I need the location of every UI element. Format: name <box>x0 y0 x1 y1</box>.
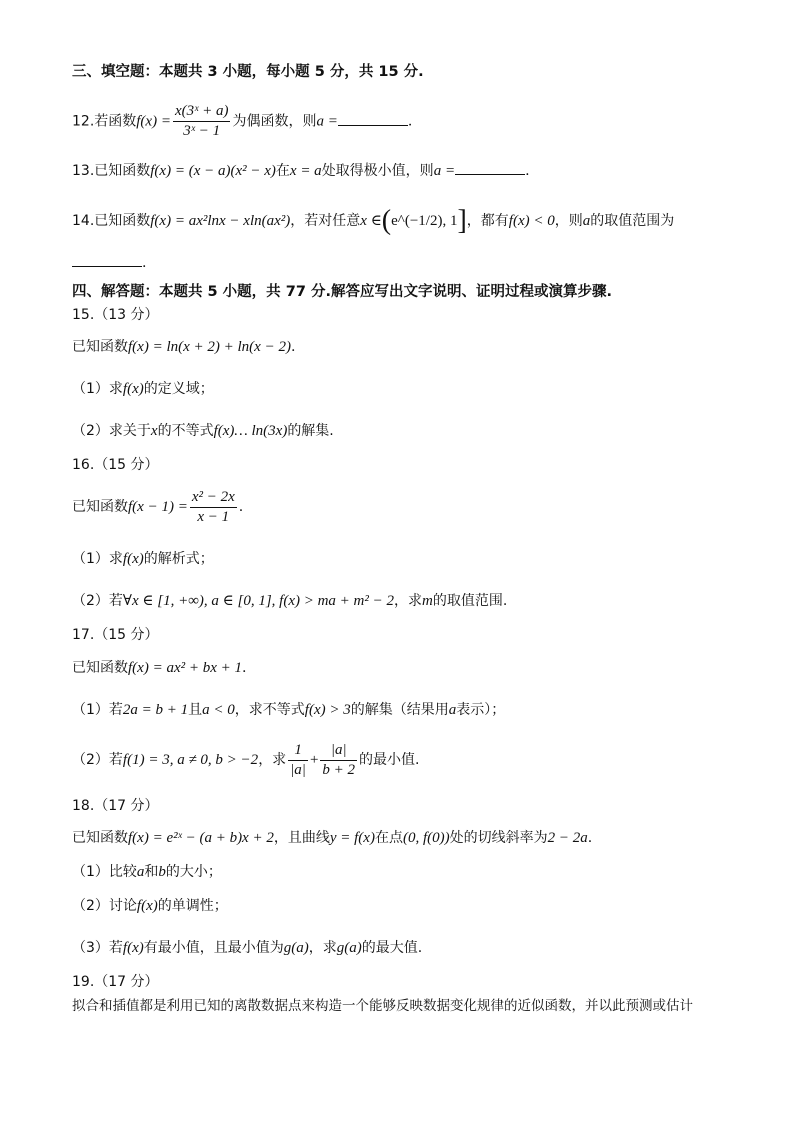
q15-p2-suffix: 的解集. <box>287 423 334 439</box>
q18-stem-mid2: 在点 <box>374 830 403 846</box>
q18-p3-expr: f(x) <box>122 940 144 956</box>
q12-var: a = <box>316 113 338 130</box>
q17-p2-cond: f(1) = 3, a ≠ 0, b > −2 <box>122 752 259 768</box>
q14-mid2: ，都有 <box>466 213 509 229</box>
q15-p2-prefix: （2）求关于 <box>72 423 151 439</box>
q16-stem-end: . <box>238 499 244 515</box>
q18-part-3 <box>72 938 422 958</box>
q17-f1-denominator: |a| <box>290 761 306 778</box>
q18-stem-end: . <box>587 830 593 846</box>
q17-stem-end: . <box>242 660 247 676</box>
q18-p1-prefix: （1）比较 <box>72 864 137 880</box>
q15-stem-end: . <box>290 339 296 355</box>
q18-stem-curve: y = f(x) <box>329 830 375 846</box>
q16-p2-suffix: 的取值范围. <box>432 593 508 609</box>
q16-p2-prefix: （2）若 <box>72 593 123 609</box>
question-14 <box>72 203 674 239</box>
q18-p2-expr: f(x) <box>136 898 158 914</box>
q14-tail: 的取值范围为 <box>590 213 675 229</box>
q18-p3-g2: g(a) <box>336 940 362 956</box>
q17-p2-prefix: （2）若 <box>72 752 123 768</box>
q17-fraction-2 <box>320 742 357 779</box>
q13-mid2: 处取得极小值，则 <box>321 163 434 179</box>
question-12 <box>72 103 412 140</box>
q17-f2-denominator: b + 2 <box>322 761 356 778</box>
q17-p2-suffix: 的最小值. <box>359 752 420 768</box>
q15-p2-expr: f(x)… ln(3x) <box>213 423 288 439</box>
q17-stem-expr: f(x) = ax² + bx + 1 <box>128 660 242 676</box>
q14-end: . <box>142 255 147 271</box>
q17-label: 17.（15 分） <box>72 627 159 643</box>
q17-p1-var: a <box>448 702 457 718</box>
q16-label: 16.（15 分） <box>72 457 159 473</box>
q17-fraction-1 <box>288 742 308 779</box>
q17-p1-suffix: 表示）； <box>456 702 506 718</box>
q16-denominator: x − 1 <box>197 508 230 525</box>
q17-stem <box>72 658 246 678</box>
q17-f1-numerator: 1 <box>288 742 308 761</box>
q17-f2-numerator: |a| <box>320 742 357 761</box>
q18-stem-prefix: 已知函数 <box>72 830 128 846</box>
q14-ineq: f(x) < 0 <box>508 213 555 229</box>
q16-p2-var: m <box>422 593 433 609</box>
q14-mid1: ，若对任意 <box>290 213 361 229</box>
q16-fraction <box>190 489 237 526</box>
q17-p1-c2: a < 0 <box>202 702 235 718</box>
q17-p1-mid: ，求不等式 <box>234 702 305 718</box>
q15-p2-var: x <box>150 423 158 439</box>
q13-end: . <box>525 163 530 179</box>
q18-part-1 <box>72 862 222 882</box>
q16-p2-expr: ∀x ∈ [1, +∞), a ∈ [0, 1], f(x) > ma + m² − 2 <box>122 593 395 609</box>
q16-stem-lhs: f(x − 1) = <box>128 499 188 515</box>
q17-p1-ineq: f(x) > 3 <box>304 702 351 718</box>
q16-stem-prefix: 已知函数 <box>72 499 128 515</box>
q14-answer-blank[interactable] <box>72 252 142 267</box>
q16-numerator: x² − 2x <box>190 489 237 508</box>
q15-stem-prefix: 已知函数 <box>72 339 128 355</box>
q12-prefix: 12.若函数 <box>72 113 137 130</box>
q17-part-2 <box>72 740 419 780</box>
q18-part-2 <box>72 896 228 916</box>
q12-lhs: f(x) = <box>136 113 171 130</box>
q17-p1-c1: 2a = b + 1 <box>122 702 189 718</box>
q14-left-paren: ( <box>381 205 392 236</box>
q12-mid: 为偶函数，则 <box>232 113 317 130</box>
q18-p2-suffix: 的单调性； <box>157 898 228 914</box>
q18-stem-point: (0, f(0)) <box>402 830 450 846</box>
q18-p3-prefix: （3）若 <box>72 940 123 956</box>
q18-p3-mid: 有最小值，且最小值为 <box>143 940 284 956</box>
q18-stem <box>72 828 592 848</box>
q17-plus: + <box>309 752 319 768</box>
q14-interval: e^(−1/2), 1 <box>391 213 458 229</box>
q17-stem-prefix: 已知函数 <box>72 660 128 676</box>
question-13 <box>72 160 530 181</box>
q18-stem-slope: 2 − 2a <box>547 830 588 846</box>
q14-right-bracket: ] <box>457 205 467 236</box>
q14-mid3: ，则 <box>554 213 583 229</box>
q17-p1-mid2: 的解集（结果用 <box>350 702 449 718</box>
q17-p2-mid: ，求 <box>258 752 287 768</box>
q18-p1-and: 和 <box>144 864 159 880</box>
q18-stem-mid3: 处的切线斜率为 <box>449 830 548 846</box>
section-4-header: 四、解答题：本题共 5 小题，共 77 分.解答应写出文字说明、证明过程或演算步骤. <box>72 284 612 300</box>
q15-p1-expr: f(x) <box>122 381 144 397</box>
q19-stem: 拟合和插值都是利用已知的离散数据点来构造一个能够反映数据变化规律的近似函数，并以此预测或估计 <box>72 998 693 1014</box>
q19-label: 19.（17 分） <box>72 974 159 990</box>
q13-expr: f(x) = (x − a)(x² − x) <box>150 163 276 179</box>
q16-p1-suffix: 的解析式； <box>143 551 214 567</box>
q16-p1-prefix: （1）求 <box>72 551 123 567</box>
q15-p1-suffix: 的定义域； <box>143 381 214 397</box>
q13-answer-blank[interactable] <box>455 160 525 175</box>
q16-p1-expr: f(x) <box>122 551 144 567</box>
q12-end: . <box>407 113 413 130</box>
q16-part-1 <box>72 549 214 569</box>
q14-var: a <box>582 213 591 229</box>
q17-part-1 <box>72 700 505 720</box>
q18-stem-mid: ，且曲线 <box>273 830 330 846</box>
q15-stem-expr: f(x) = ln(x + 2) + ln(x − 2) <box>128 339 291 355</box>
q15-part-2 <box>72 421 334 441</box>
q13-cond: x = a <box>289 163 322 179</box>
q16-stem <box>72 488 243 526</box>
q14-prefix: 14.已知函数 <box>72 213 151 229</box>
question-14-blank-line <box>72 252 146 273</box>
q15-part-1 <box>72 379 214 399</box>
q18-p3-mid2: ，求 <box>308 940 337 956</box>
q18-p3-suffix: 的最大值. <box>361 940 423 956</box>
section-3-header: 三、填空题：本题共 3 小题，每小题 5 分，共 15 分. <box>72 64 424 80</box>
q12-numerator: x(3ˣ + a) <box>173 103 231 122</box>
q15-p2-mid: 的不等式 <box>157 423 214 439</box>
q12-fraction <box>173 103 231 140</box>
q17-p1-prefix: （1）若 <box>72 702 123 718</box>
q16-p2-mid: ，求 <box>394 593 423 609</box>
q15-stem <box>72 337 295 357</box>
q18-p2-prefix: （2）讨论 <box>72 898 137 914</box>
q18-label: 18.（17 分） <box>72 798 159 814</box>
q17-p1-and: 且 <box>188 702 203 718</box>
q18-p1-suffix: 的大小； <box>165 864 222 880</box>
q18-stem-expr: f(x) = e²ˣ − (a + b)x + 2 <box>128 830 274 846</box>
q18-p3-g: g(a) <box>283 940 309 956</box>
q18-p1-b: b <box>158 864 166 880</box>
q13-var: a = <box>433 163 456 179</box>
q12-answer-blank[interactable] <box>338 111 408 126</box>
q15-p1-prefix: （1）求 <box>72 381 123 397</box>
q13-mid1: 在 <box>275 163 290 179</box>
q14-expr: f(x) = ax²lnx − xln(ax²) <box>150 213 291 229</box>
q12-denominator: 3ˣ − 1 <box>183 123 221 139</box>
q18-p1-a: a <box>136 864 145 880</box>
q16-part-2 <box>72 591 507 611</box>
q13-prefix: 13.已知函数 <box>72 163 151 179</box>
q15-label: 15.（13 分） <box>72 307 159 323</box>
q14-cond: x ∈ <box>360 213 382 229</box>
